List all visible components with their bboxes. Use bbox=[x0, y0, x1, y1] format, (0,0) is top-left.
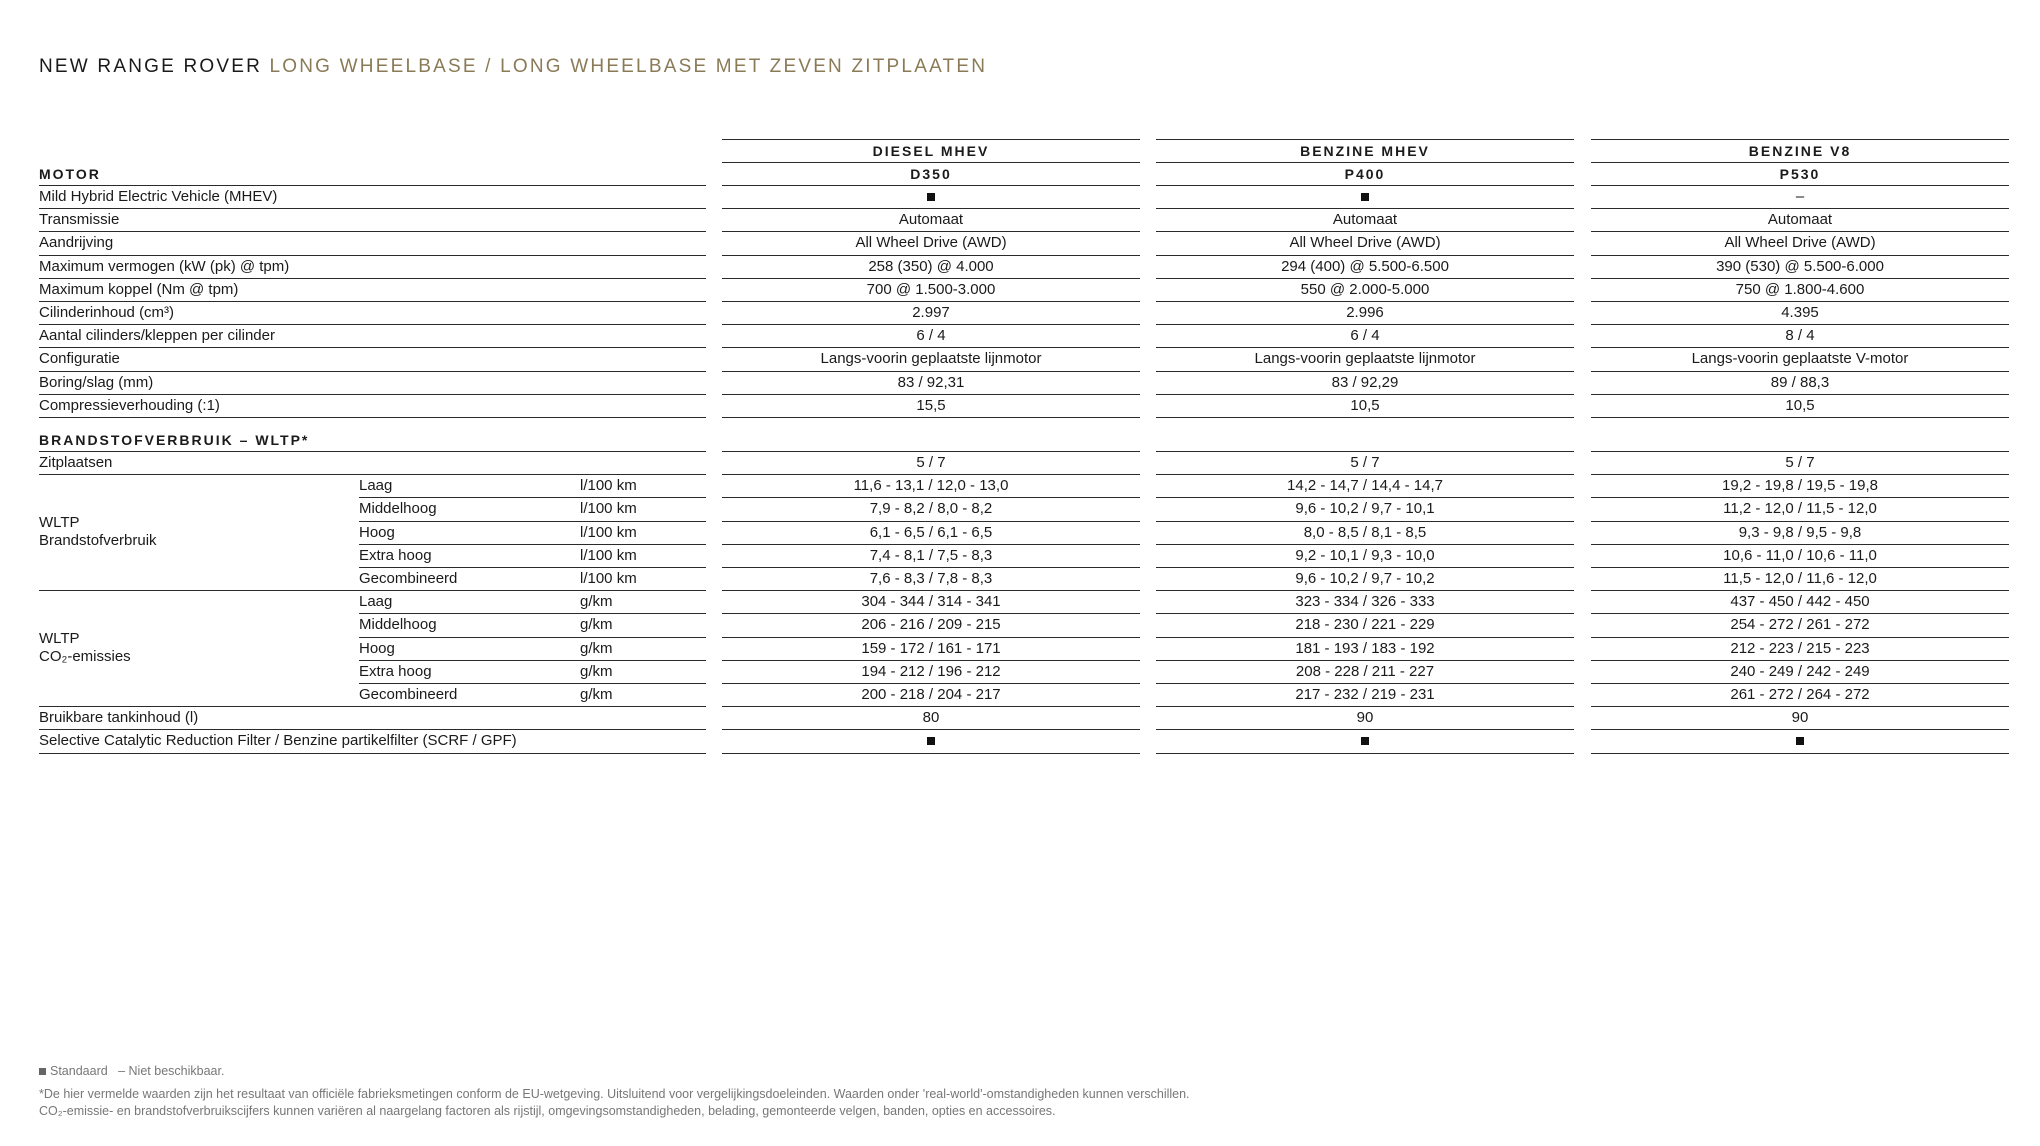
row-divider bbox=[1156, 324, 1574, 325]
row-divider bbox=[39, 706, 706, 707]
wltp-1-row-4-value-3: 10,6 - 11,0 / 10,6 - 11,0 bbox=[1723, 546, 1877, 564]
wltp-unit: l/100 km bbox=[580, 546, 637, 564]
wltp-2-row-4-value-2: 208 - 228 / 211 - 227 bbox=[1295, 662, 1435, 680]
wltp-unit: l/100 km bbox=[580, 500, 637, 518]
wltp-sub-label: Hoog bbox=[359, 523, 395, 541]
row-divider bbox=[1156, 706, 1574, 707]
footer-legend bbox=[39, 1064, 224, 1078]
row-divider bbox=[1156, 278, 1574, 279]
motor-row-label: Maximum vermogen (kW (pk) @ tpm) bbox=[39, 257, 290, 275]
row-divider bbox=[722, 255, 1140, 256]
row-divider bbox=[39, 324, 706, 325]
row-divider bbox=[722, 185, 1140, 186]
wltp-2-row-2-value-1: 206 - 216 / 209 - 215 bbox=[861, 616, 1001, 634]
row-divider bbox=[1591, 544, 2009, 545]
wltp-unit: g/km bbox=[580, 686, 613, 703]
wltp-group-label-2 bbox=[39, 630, 131, 666]
tail-row-1-value-1: 80 bbox=[922, 709, 940, 727]
row-divider bbox=[39, 301, 706, 302]
seats-row-value-1: 5 / 7 bbox=[916, 454, 946, 471]
row-divider bbox=[1591, 613, 2009, 614]
row-divider bbox=[1156, 347, 1574, 348]
row-divider bbox=[1156, 208, 1574, 209]
wltp-2-row-4-value-1: 194 - 212 / 196 - 212 bbox=[861, 662, 1001, 680]
wltp-1-row-1-value-3: 19,2 - 19,8 / 19,5 - 19,8 bbox=[1722, 477, 1878, 495]
row-divider bbox=[1156, 521, 1574, 522]
motor-row-label: Aandrijving bbox=[39, 234, 114, 252]
row-divider bbox=[39, 474, 706, 475]
motor-row-label: Boring/slag (mm) bbox=[39, 373, 154, 391]
row-divider bbox=[1156, 451, 1574, 452]
motor-section-title: MOTOR bbox=[39, 166, 101, 182]
row-divider bbox=[39, 590, 706, 591]
motor-row-2-value-3: Automaat bbox=[1767, 211, 1833, 229]
row-divider bbox=[39, 729, 706, 730]
motor-row-2-value-1: Automaat bbox=[898, 211, 964, 229]
header-mid-divider bbox=[1591, 162, 2009, 163]
row-divider bbox=[39, 278, 706, 279]
footer-note-2: CO₂-emissie- en brandstofverbruikscijfers kunnen variëren al naargelang factoren als rijstijl, omgevingsomstandigheden, belading, gemonteerde velgen, banden, opties en accessoires. bbox=[39, 1104, 1056, 1118]
wltp-sub-label: Extra hoog bbox=[359, 662, 432, 680]
row-divider bbox=[1156, 590, 1574, 591]
wltp-2-row-3-value-2: 181 - 193 / 183 - 192 bbox=[1295, 639, 1435, 657]
row-divider bbox=[1156, 301, 1574, 302]
wltp-unit: g/km bbox=[580, 639, 613, 657]
motor-row-6-value-3: 4.395 bbox=[1781, 304, 1819, 321]
row-divider bbox=[1591, 451, 2009, 452]
row-divider bbox=[1156, 231, 1574, 232]
row-divider bbox=[1591, 185, 2009, 186]
row-divider bbox=[1591, 324, 2009, 325]
row-divider bbox=[359, 660, 706, 661]
row-divider bbox=[359, 521, 706, 522]
row-divider bbox=[722, 637, 1140, 638]
row-divider bbox=[39, 753, 706, 754]
motor-row-5-value-3: 750 @ 1.800-4.600 bbox=[1735, 280, 1865, 298]
legend-standard: Standaard bbox=[50, 1064, 108, 1078]
wltp-unit: g/km bbox=[580, 593, 613, 611]
wltp-2-row-1-value-2: 323 - 334 / 326 - 333 bbox=[1295, 593, 1435, 611]
title-main: NEW RANGE ROVER bbox=[39, 56, 263, 77]
wltp-1-row-2-value-2: 9,6 - 10,2 / 9,7 - 10,1 bbox=[1295, 500, 1435, 518]
wltp-1-row-3-value-3: 9,3 - 9,8 / 9,5 - 9,8 bbox=[1738, 523, 1862, 541]
tail-row-1-value-3: 90 bbox=[1791, 709, 1809, 727]
row-divider bbox=[722, 278, 1140, 279]
row-divider bbox=[359, 567, 706, 568]
row-divider bbox=[1156, 683, 1574, 684]
group-label-line1: WLTP bbox=[39, 630, 80, 648]
row-divider bbox=[39, 231, 706, 232]
row-divider bbox=[1591, 231, 2009, 232]
motor-row-4-value-2: 294 (400) @ 5.500-6.500 bbox=[1281, 257, 1449, 275]
row-divider bbox=[359, 544, 706, 545]
wltp-1-row-1-value-2: 14,2 - 14,7 / 14,4 - 14,7 bbox=[1287, 477, 1443, 495]
wltp-unit: g/km bbox=[580, 662, 613, 680]
row-divider bbox=[722, 394, 1140, 395]
row-divider bbox=[722, 567, 1140, 568]
row-divider bbox=[722, 590, 1140, 591]
wltp-1-row-4-value-2: 9,2 - 10,1 / 9,3 - 10,0 bbox=[1295, 546, 1435, 564]
wltp-2-row-2-value-2: 218 - 230 / 221 - 229 bbox=[1295, 616, 1435, 634]
header-top-divider bbox=[1156, 139, 1574, 140]
wltp-sub-label: Laag bbox=[359, 593, 393, 611]
motor-row-10-value-1: 15,5 bbox=[916, 396, 946, 414]
group-label-line2: CO₂-emissies bbox=[39, 648, 131, 666]
tail-row-2-value-2 bbox=[1156, 732, 1574, 750]
row-divider bbox=[1156, 729, 1574, 730]
standard-square-icon bbox=[1796, 737, 1804, 745]
row-divider bbox=[722, 451, 1140, 452]
row-divider bbox=[722, 208, 1140, 209]
row-divider bbox=[1591, 521, 2009, 522]
wltp-2-row-4-value-3: 240 - 249 / 242 - 249 bbox=[1730, 662, 1870, 680]
wltp-2-row-2-value-3: 254 - 272 / 261 - 272 bbox=[1730, 616, 1870, 634]
motor-row-3-value-2: All Wheel Drive (AWD) bbox=[1289, 234, 1441, 252]
motor-row-label: Cilinderinhoud (cm³) bbox=[39, 304, 175, 321]
seats-label: Zitplaatsen bbox=[39, 454, 113, 471]
seats-row-value-2: 5 / 7 bbox=[1350, 454, 1380, 471]
motor-row-7-value-3: 8 / 4 bbox=[1785, 327, 1815, 345]
wltp-1-row-4-value-1: 7,4 - 8,1 / 7,5 - 8,3 bbox=[869, 546, 993, 564]
motor-row-8-value-2: Langs-voorin geplaatste lijnmotor bbox=[1254, 350, 1476, 368]
row-divider bbox=[722, 544, 1140, 545]
wltp-2-row-5-value-2: 217 - 232 / 219 - 231 bbox=[1295, 686, 1435, 703]
variant-model-1: D350 bbox=[910, 166, 952, 182]
row-divider bbox=[1156, 185, 1574, 186]
wltp-group-label-1 bbox=[39, 514, 157, 550]
wltp-1-row-5-value-1: 7,6 - 8,3 / 7,8 - 8,3 bbox=[869, 570, 993, 587]
row-divider bbox=[39, 371, 706, 372]
motor-row-5-value-1: 700 @ 1.500-3.000 bbox=[866, 280, 996, 298]
row-divider bbox=[1591, 278, 2009, 279]
header-mid-divider bbox=[1156, 162, 1574, 163]
wltp-sub-label: Hoog bbox=[359, 639, 395, 657]
row-divider bbox=[722, 729, 1140, 730]
row-divider bbox=[722, 521, 1140, 522]
row-divider bbox=[722, 753, 1140, 754]
wltp-2-row-1-value-1: 304 - 344 / 314 - 341 bbox=[861, 593, 1001, 611]
row-divider bbox=[39, 255, 706, 256]
row-divider bbox=[1591, 590, 2009, 591]
motor-row-2-value-2: Automaat bbox=[1332, 211, 1398, 229]
row-divider bbox=[722, 347, 1140, 348]
row-divider bbox=[722, 613, 1140, 614]
motor-row-8-value-3: Langs-voorin geplaatste V-motor bbox=[1691, 350, 1909, 368]
header-mid-divider bbox=[722, 162, 1140, 163]
motor-row-label: Compressieverhouding (:1) bbox=[39, 396, 220, 414]
row-divider bbox=[1591, 497, 2009, 498]
wltp-1-row-3-value-2: 8,0 - 8,5 / 8,1 - 8,5 bbox=[1303, 523, 1427, 541]
row-divider bbox=[722, 301, 1140, 302]
wltp-sub-label: Extra hoog bbox=[359, 546, 432, 564]
motor-row-6-value-1: 2.997 bbox=[912, 304, 950, 321]
motor-row-label: Maximum koppel (Nm @ tpm) bbox=[39, 280, 239, 298]
motor-row-10-value-3: 10,5 bbox=[1785, 396, 1815, 414]
wltp-1-row-3-value-1: 6,1 - 6,5 / 6,1 - 6,5 bbox=[869, 523, 993, 541]
row-divider bbox=[1591, 301, 2009, 302]
row-divider bbox=[39, 185, 706, 186]
wltp-2-row-3-value-1: 159 - 172 / 161 - 171 bbox=[861, 639, 1001, 657]
motor-row-6-value-2: 2.996 bbox=[1346, 304, 1384, 321]
wltp-unit: l/100 km bbox=[580, 477, 637, 495]
row-divider bbox=[1156, 613, 1574, 614]
row-divider bbox=[1591, 394, 2009, 395]
row-divider bbox=[722, 371, 1140, 372]
row-divider bbox=[1591, 706, 2009, 707]
wltp-unit: l/100 km bbox=[580, 523, 637, 541]
row-divider bbox=[1156, 474, 1574, 475]
row-divider bbox=[1156, 371, 1574, 372]
row-divider bbox=[1156, 567, 1574, 568]
row-divider bbox=[1591, 417, 2009, 418]
row-divider bbox=[39, 208, 706, 209]
motor-row-9-value-2: 83 / 92,29 bbox=[1331, 373, 1399, 391]
standard-square-icon bbox=[927, 193, 935, 201]
row-divider bbox=[359, 497, 706, 498]
motor-row-1-value-1 bbox=[722, 188, 1140, 206]
motor-row-5-value-2: 550 @ 2.000-5.000 bbox=[1300, 280, 1430, 298]
row-divider bbox=[39, 417, 706, 418]
row-divider bbox=[722, 497, 1140, 498]
header-top-divider bbox=[1591, 139, 2009, 140]
motor-row-label: Transmissie bbox=[39, 211, 120, 229]
row-divider bbox=[1156, 255, 1574, 256]
row-divider bbox=[722, 324, 1140, 325]
footer-note-1: *De hier vermelde waarden zijn het resultaat van officiële fabrieksmetingen conform de EU-wetgeving. Uitsluitend voor vergelijkingsdoeleinden. Waarden onder 'real-world'-omstandigheden kunnen verschillen. bbox=[39, 1087, 1190, 1101]
variant-model-3: P530 bbox=[1779, 166, 1821, 182]
tail-row-label: Selective Catalytic Reduction Filter / Benzine partikelfilter (SCRF / GPF) bbox=[39, 732, 517, 750]
standard-square-icon bbox=[39, 1068, 46, 1075]
motor-row-label: Configuratie bbox=[39, 350, 120, 368]
row-divider bbox=[722, 706, 1140, 707]
tail-row-label: Bruikbare tankinhoud (l) bbox=[39, 709, 199, 727]
wltp-sub-label: Gecombineerd bbox=[359, 570, 458, 587]
row-divider bbox=[1591, 255, 2009, 256]
seats-row-value-3: 5 / 7 bbox=[1785, 454, 1815, 471]
wltp-sub-label: Middelhoog bbox=[359, 500, 437, 518]
row-divider bbox=[1591, 347, 2009, 348]
title-sub: LONG WHEELBASE / LONG WHEELBASE MET ZEVEN ZITPLAATEN bbox=[269, 56, 988, 77]
motor-row-3-value-3: All Wheel Drive (AWD) bbox=[1724, 234, 1876, 252]
motor-row-label: Mild Hybrid Electric Vehicle (MHEV) bbox=[39, 188, 278, 205]
row-divider bbox=[39, 394, 706, 395]
row-divider bbox=[1591, 371, 2009, 372]
row-divider bbox=[1591, 474, 2009, 475]
row-divider bbox=[39, 451, 706, 452]
group-label-line1: WLTP bbox=[39, 514, 80, 532]
row-divider bbox=[1591, 208, 2009, 209]
standard-square-icon bbox=[927, 737, 935, 745]
row-divider bbox=[1591, 729, 2009, 730]
page-title bbox=[39, 56, 987, 78]
wltp-unit: g/km bbox=[580, 616, 613, 634]
row-divider bbox=[722, 683, 1140, 684]
row-divider bbox=[1591, 753, 2009, 754]
row-divider bbox=[1591, 660, 2009, 661]
motor-row-3-value-1: All Wheel Drive (AWD) bbox=[855, 234, 1007, 252]
variant-type-1: DIESEL MHEV bbox=[872, 143, 990, 159]
motor-row-1-value-3: – bbox=[1795, 188, 1805, 205]
row-divider bbox=[1156, 497, 1574, 498]
variant-type-3: BENZINE V8 bbox=[1748, 143, 1852, 159]
wltp-2-row-5-value-1: 200 - 218 / 204 - 217 bbox=[861, 686, 1001, 703]
fuel-section-title: BRANDSTOFVERBRUIK – WLTP* bbox=[39, 432, 310, 448]
row-divider bbox=[359, 683, 706, 684]
motor-row-4-value-1: 258 (350) @ 4.000 bbox=[868, 257, 994, 275]
wltp-2-row-3-value-3: 212 - 223 / 215 - 223 bbox=[1730, 639, 1870, 657]
standard-square-icon bbox=[1361, 737, 1369, 745]
row-divider bbox=[1591, 683, 2009, 684]
row-divider bbox=[39, 347, 706, 348]
row-divider bbox=[722, 660, 1140, 661]
row-divider bbox=[1156, 660, 1574, 661]
wltp-1-row-1-value-1: 11,6 - 13,1 / 12,0 - 13,0 bbox=[853, 477, 1009, 495]
wltp-sub-label: Middelhoog bbox=[359, 616, 437, 634]
wltp-unit: l/100 km bbox=[580, 570, 637, 587]
motor-row-4-value-3: 390 (530) @ 5.500-6.000 bbox=[1716, 257, 1884, 275]
motor-row-1-value-2 bbox=[1156, 188, 1574, 206]
wltp-sub-label: Gecombineerd bbox=[359, 686, 458, 703]
row-divider bbox=[359, 613, 706, 614]
row-divider bbox=[1591, 637, 2009, 638]
motor-row-9-value-3: 89 / 88,3 bbox=[1770, 373, 1830, 391]
motor-row-9-value-1: 83 / 92,31 bbox=[897, 373, 965, 391]
variant-model-2: P400 bbox=[1344, 166, 1386, 182]
row-divider bbox=[1156, 417, 1574, 418]
wltp-1-row-2-value-1: 7,9 - 8,2 / 8,0 - 8,2 bbox=[869, 500, 993, 518]
motor-row-8-value-1: Langs-voorin geplaatste lijnmotor bbox=[820, 350, 1042, 368]
wltp-2-row-1-value-3: 437 - 450 / 442 - 450 bbox=[1730, 593, 1870, 611]
row-divider bbox=[1591, 567, 2009, 568]
motor-row-10-value-2: 10,5 bbox=[1350, 396, 1380, 414]
wltp-1-row-5-value-3: 11,5 - 12,0 / 11,6 - 12,0 bbox=[1723, 570, 1877, 587]
standard-square-icon bbox=[1361, 193, 1369, 201]
tail-row-1-value-2: 90 bbox=[1356, 709, 1374, 727]
row-divider bbox=[722, 417, 1140, 418]
legend-not-available: – Niet beschikbaar. bbox=[118, 1064, 225, 1078]
motor-row-7-value-2: 6 / 4 bbox=[1350, 327, 1380, 345]
wltp-1-row-5-value-2: 9,6 - 10,2 / 9,7 - 10,2 bbox=[1295, 570, 1435, 587]
row-divider bbox=[1156, 544, 1574, 545]
row-divider bbox=[1156, 637, 1574, 638]
motor-row-label: Aantal cilinders/kleppen per cilinder bbox=[39, 327, 275, 345]
tail-row-2-value-3 bbox=[1591, 732, 2009, 750]
group-label-line2: Brandstofverbruik bbox=[39, 532, 157, 550]
header-top-divider bbox=[722, 139, 1140, 140]
row-divider bbox=[1156, 753, 1574, 754]
row-divider bbox=[722, 231, 1140, 232]
row-divider bbox=[722, 474, 1140, 475]
wltp-sub-label: Laag bbox=[359, 477, 393, 495]
row-divider bbox=[1156, 394, 1574, 395]
variant-type-2: BENZINE MHEV bbox=[1300, 143, 1430, 159]
row-divider bbox=[359, 637, 706, 638]
wltp-2-row-5-value-3: 261 - 272 / 264 - 272 bbox=[1730, 686, 1870, 703]
tail-row-2-value-1 bbox=[722, 732, 1140, 750]
wltp-1-row-2-value-3: 11,2 - 12,0 / 11,5 - 12,0 bbox=[1723, 500, 1877, 518]
motor-row-7-value-1: 6 / 4 bbox=[916, 327, 946, 345]
